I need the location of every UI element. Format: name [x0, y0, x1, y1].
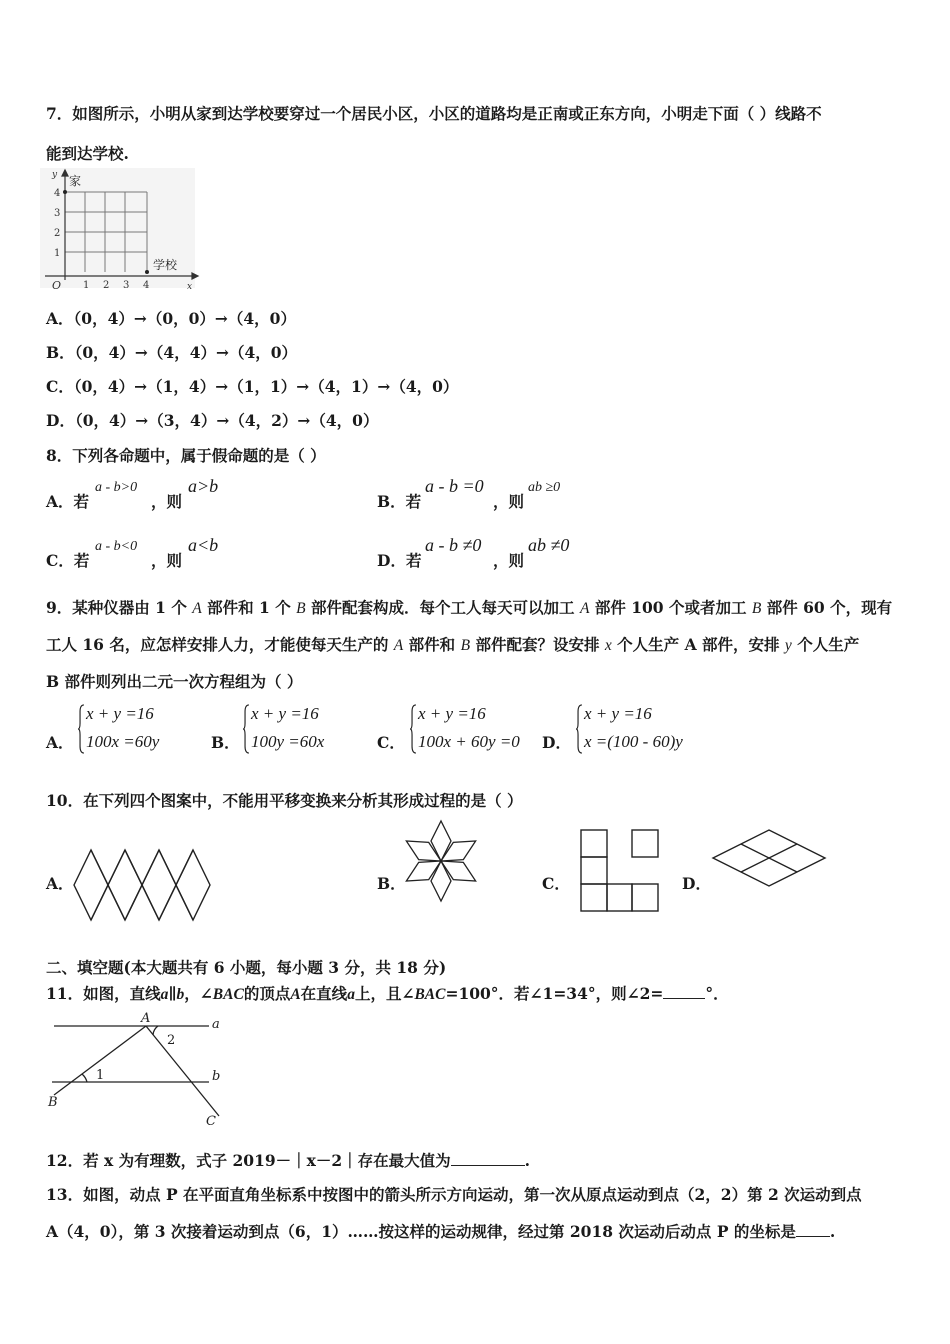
- section2-title: 二、填空题(本大题共有 6 小题，每小题 3 分，共 18 分): [46, 958, 447, 977]
- q9-var-x: x: [604, 637, 612, 654]
- q9-stem-line3: B 部件则列出二元一次方程组为（ ）: [46, 672, 303, 691]
- q7-option-b-text: （0，4）→（4，4）→（4，0）: [74, 343, 298, 362]
- q8-option-c-conclusion: a<b: [188, 535, 219, 555]
- q13-stem-line2: [46, 1220, 835, 1242]
- q9-var-b: B: [460, 637, 471, 654]
- q13-text: A（4，0），第 3 次接着运动到点（6，1）……按这样的运动规律，经过第 2018 次运动后动点 P 的坐标是: [46, 1222, 796, 1241]
- q9-text: 部件配套？设安排: [475, 635, 600, 654]
- q7-option-c-text: （0，4）→（1，4）→（1，1）→（4，1）→（4，0）: [73, 377, 459, 396]
- q7-x-tick-1: 1: [83, 280, 90, 291]
- q11-text: =100°．若∠1=34°，则∠2=: [445, 984, 664, 1003]
- q7-y-tick-4: 4: [54, 188, 61, 199]
- q7-x-tick-3: 3: [123, 280, 130, 291]
- q7-origin-label: O: [52, 279, 62, 292]
- q8-stem: 8．下列各命题中，属于假命题的是（ ）: [46, 446, 326, 465]
- q9-option-d-eq1: x + y =16: [584, 704, 652, 723]
- q11-line-b-label: b: [212, 1069, 221, 1084]
- q8-option-a-conclusion: a>b: [188, 476, 219, 496]
- q8-option-a-label: A．若: [46, 492, 90, 511]
- q7-home-label: 家: [69, 174, 82, 188]
- q11-stem: [46, 982, 729, 1004]
- q7-x-tick-4: 4: [143, 280, 150, 291]
- q10-pattern-a: [74, 848, 214, 922]
- q13-text: .: [829, 1222, 836, 1241]
- q9-text: 9．某种仪器由 1 个: [46, 598, 187, 617]
- q11-point-a-label: A: [141, 1011, 151, 1026]
- q7-stem-line1: 7．如图所示，小明从家到达学校要穿过一个居民小区，小区的道路均是正南或正东方向，小明走下面（ ）线路不: [46, 104, 822, 123]
- q11-text: 的顶点: [243, 984, 291, 1003]
- q8-option-c-label: C．若: [46, 551, 90, 570]
- q7-option-a-label: A．: [46, 309, 74, 328]
- q11-angle2-label: 2: [167, 1033, 176, 1048]
- q7-option-b-label: B．: [46, 343, 75, 362]
- brace-icon: [243, 704, 249, 754]
- q9-option-d-label: D．: [542, 733, 571, 752]
- q11-figure: [44, 1010, 244, 1128]
- q11-answer-blank[interactable]: [663, 998, 705, 999]
- q10-option-b-label: B．: [377, 874, 406, 893]
- q7-option-b[interactable]: [46, 341, 297, 363]
- q8-option-d-conclusion: ab ≠0: [528, 535, 570, 555]
- q9-option-a-eq1: x + y =16: [86, 704, 154, 723]
- q9-text: 部件 100 个或者加工: [594, 598, 747, 617]
- q7-y-tick-2: 2: [54, 228, 61, 239]
- q11-text: 上，且∠: [354, 984, 415, 1003]
- q9-option-b-eq1: x + y =16: [251, 704, 319, 723]
- q8-option-b-condition: a - b =0: [425, 476, 484, 496]
- q9-option-c-eq2: 100x + 60y =0: [418, 732, 520, 751]
- q8-option-d-label: D．若: [377, 551, 422, 570]
- q9-var-y: y: [784, 637, 792, 654]
- q11-line-a-label: a: [212, 1017, 220, 1032]
- q12-text: 12．若 x 为有理数，式子 2019－｜x－2｜存在最大值为: [46, 1151, 451, 1170]
- q11-var-bac: BAC: [414, 986, 446, 1003]
- q9-var-a: A: [192, 600, 202, 617]
- q11-var-bac: BAC: [212, 986, 244, 1003]
- q7-y-axis-label: y: [52, 170, 58, 180]
- q9-stem-line2: [46, 633, 859, 655]
- q7-option-c-label: C．: [46, 377, 74, 396]
- q8-option-d-condition: a - b ≠0: [425, 535, 482, 555]
- q9-option-b-label: B．: [211, 733, 240, 752]
- q8-option-a-condition: a - b>0: [95, 480, 138, 495]
- q10-option-a-label: A．: [46, 874, 74, 893]
- q7-x-tick-2: 2: [103, 280, 110, 291]
- q11-parallel-symbol: ∥: [168, 984, 177, 1003]
- q7-y-tick-1: 1: [54, 248, 61, 259]
- q9-text: 个人生产 A 部件，安排: [617, 635, 780, 654]
- q7-grid-figure: [40, 168, 200, 293]
- q9-text: 部件和 1 个: [207, 598, 291, 617]
- q9-option-d-eq2: x =(100 - 60)y: [584, 732, 683, 751]
- q9-option-c-label: C．: [377, 733, 405, 752]
- brace-icon: [410, 704, 416, 754]
- q9-option-b-eq2: 100y =60x: [251, 732, 325, 751]
- q13-stem-line1: 13．如图，动点 P 在平面直角坐标系中按图中的箭头所示方向运动，第一次从原点运动到点（2，2）第 2 次运动到点: [46, 1185, 862, 1204]
- q9-text: 个人生产: [797, 635, 860, 654]
- q9-var-a: A: [579, 600, 590, 617]
- q11-text: ，∠: [184, 984, 213, 1003]
- q8-option-b-label: B．若: [377, 492, 422, 511]
- brace-icon: [78, 704, 84, 754]
- q13-answer-blank[interactable]: [796, 1236, 830, 1237]
- q9-option-a-eq2: 100x =60y: [86, 732, 160, 751]
- q9-option-c-eq1: x + y =16: [418, 704, 486, 723]
- q9-text: 部件配套构成．每个工人每天可以加工: [311, 598, 575, 617]
- q7-school-label: 学校: [153, 258, 178, 272]
- q7-option-d-label: D．: [46, 411, 75, 430]
- q12-stem: [46, 1149, 530, 1171]
- q12-text: .: [524, 1151, 531, 1170]
- q10-pattern-b: [404, 820, 478, 902]
- q11-var-a: a: [347, 986, 355, 1003]
- q7-option-a-text: （0，4）→（0，0）→（4，0）: [73, 309, 296, 328]
- q7-x-axis-label: x: [187, 282, 193, 292]
- q7-option-a[interactable]: [46, 307, 296, 329]
- q12-answer-blank[interactable]: [451, 1165, 525, 1166]
- q11-angle1-label: 1: [96, 1068, 105, 1083]
- q9-option-a-label: A．: [46, 733, 74, 752]
- q10-option-d-label: D．: [682, 874, 711, 893]
- q9-var-b: B: [296, 600, 306, 617]
- q11-var-a: a: [160, 986, 169, 1003]
- q11-point-c-label: C: [206, 1114, 216, 1129]
- q11-text: 在直线: [300, 984, 348, 1003]
- q9-var-a: A: [393, 637, 404, 654]
- q10-pattern-d: [712, 829, 828, 889]
- q8-option-a-then: ，则: [151, 492, 183, 511]
- q8-option-b-conclusion: ab ≥0: [528, 480, 561, 495]
- q11-text: °．: [705, 984, 729, 1003]
- brace-icon: [576, 704, 582, 754]
- q11-point-b-label: B: [48, 1095, 58, 1110]
- q11-text: 11．如图，直线: [46, 984, 161, 1003]
- q7-y-tick-3: 3: [54, 208, 61, 219]
- q8-option-b-then: ，则: [493, 492, 525, 511]
- q8-option-c-then: ，则: [151, 551, 183, 570]
- q9-text: 部件和: [408, 635, 456, 654]
- q8-option-c-condition: a - b<0: [95, 539, 138, 554]
- q7-option-d-text: （0，4）→（3，4）→（4，2）→（4，0）: [74, 411, 379, 430]
- q10-option-c-label: C．: [542, 874, 570, 893]
- q9-stem-line1: [46, 596, 892, 618]
- q9-text: 部件 60 个，现有: [766, 598, 893, 617]
- q9-var-b: B: [751, 600, 762, 617]
- q9-text: 工人 16 名，应怎样安排人力，才能使每天生产的: [46, 635, 389, 654]
- q7-option-c[interactable]: [46, 375, 458, 397]
- q10-pattern-c: [580, 829, 660, 913]
- q11-var-a-point: A: [290, 986, 301, 1003]
- q10-stem: 10．在下列四个图案中，不能用平移变换来分析其形成过程的是（ ）: [46, 791, 523, 810]
- q7-stem-line2: 能到达学校.: [46, 144, 129, 163]
- q8-option-d-then: ，则: [493, 551, 525, 570]
- q7-option-d[interactable]: [46, 409, 378, 431]
- q11-var-b: b: [176, 986, 185, 1003]
